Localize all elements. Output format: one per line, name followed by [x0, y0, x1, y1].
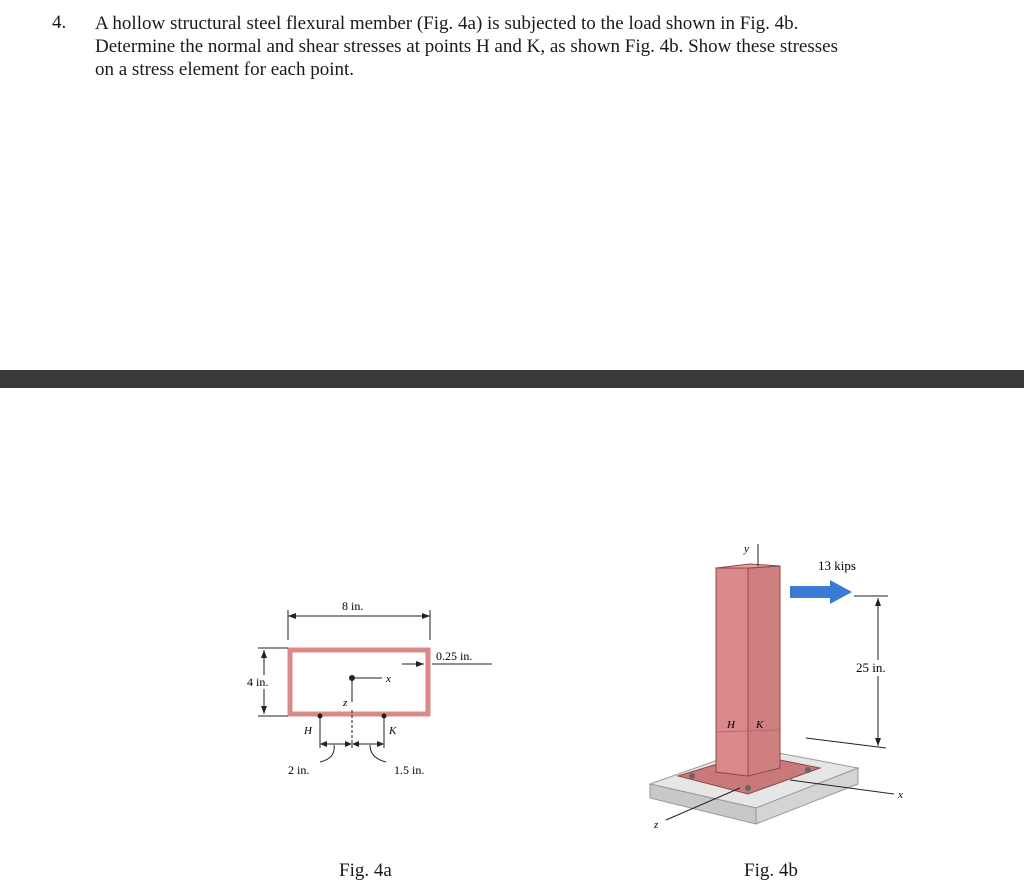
load-label: 13 kips [818, 558, 856, 573]
figure-4a-cross-section [230, 590, 530, 790]
column-front-face [716, 568, 748, 776]
width-label: 8 in. [342, 599, 364, 613]
point-k-dot [382, 714, 387, 719]
k-offset-label: 1.5 in. [394, 763, 425, 777]
problem-line-2: Determine the normal and shear stresses at points H and K, as shown Fig. 4b. Show these stresses [95, 36, 838, 57]
fig4a-point-k-label: K [389, 725, 397, 737]
fig4b-point-k-label: K [756, 719, 764, 731]
section-divider [0, 370, 1024, 388]
fig4a-x-axis-label: x [386, 673, 391, 685]
thickness-label: 0.25 in. [436, 649, 473, 663]
problem-line-3: on a stress element for each point. [95, 59, 355, 80]
problem-text [95, 12, 995, 81]
fig4b-z-axis-label: z [654, 819, 659, 831]
figure-4b-column [640, 536, 940, 836]
tube-cross-section [290, 650, 428, 714]
load-arrow [790, 586, 830, 598]
fig4b-caption: Fig. 4b [744, 860, 798, 881]
fig4a-point-h-label: H [304, 725, 312, 737]
h-offset-label: 2 in. [288, 763, 310, 777]
height-label: 4 in. [247, 675, 269, 689]
point-h-dot [318, 714, 323, 719]
fig4b-y-axis-label: y [744, 543, 749, 555]
column-height-label: 25 in. [856, 660, 886, 675]
problem-line-1: A hollow structural steel flexural member (Fig. 4a) is subjected to the load shown in Fig. 4b. [95, 13, 799, 34]
fig4b-x-axis-label: x [898, 789, 903, 801]
column-side-face [748, 566, 780, 776]
fig4b-point-h-label: H [727, 719, 735, 731]
fig4a-caption: Fig. 4a [339, 860, 392, 881]
problem-number: 4. [52, 12, 67, 33]
fig4a-z-axis-label: z [343, 697, 348, 709]
